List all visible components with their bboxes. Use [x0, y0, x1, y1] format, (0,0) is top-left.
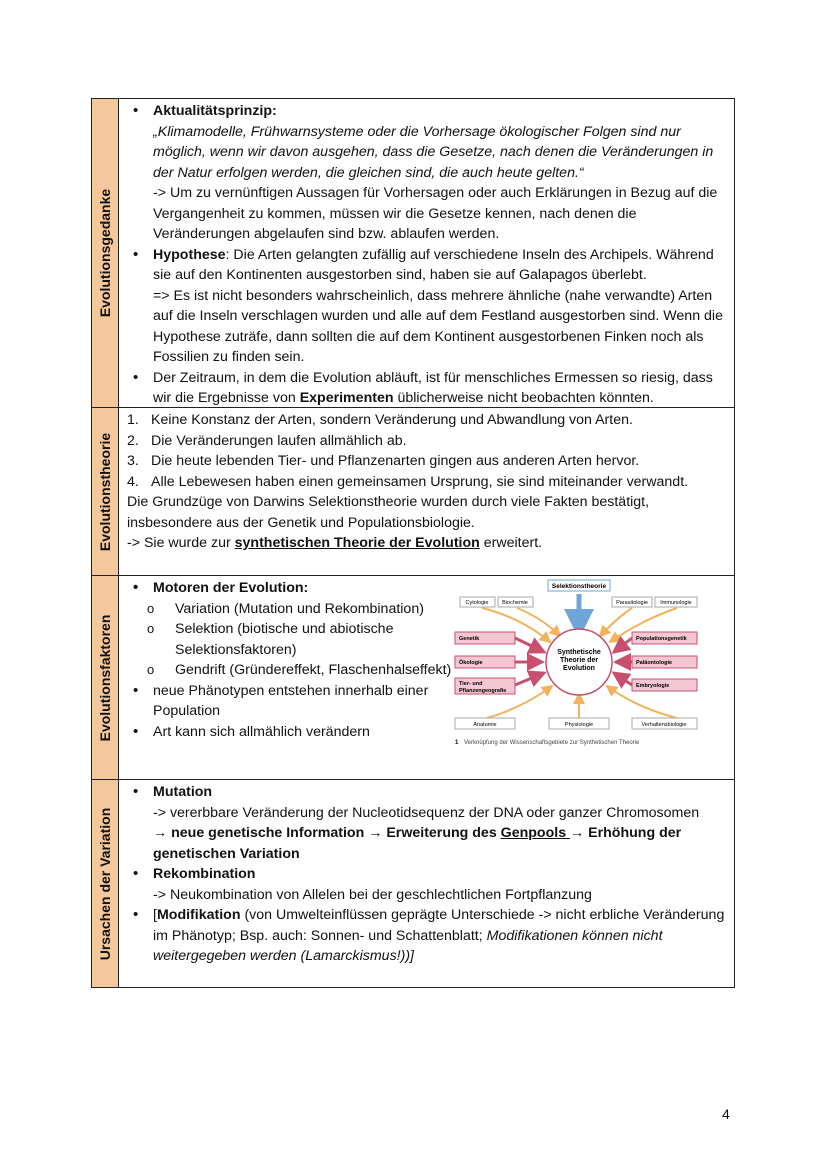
box-label: Populationsgenetik	[636, 636, 687, 642]
theorie-summary: Die Grundzüge von Darwins Selektionstheorie wurden durch viele Fakten bestätigt, insbesondere aus der Genetik und Populationsbiologie.	[127, 494, 650, 531]
motoren-title: • Motoren der Evolution:	[127, 578, 452, 599]
sub-item: o Gendrift (Gründereffekt, Flaschenhalseffekt)	[127, 660, 452, 681]
bullet-rekombination	[127, 864, 726, 905]
mutation-text: -> vererbbare Veränderung der Nucleotidsequenz der DNA oder ganzer Chromosomen	[153, 804, 700, 821]
bullet-zeitraum: • Der Zeitraum, in dem die Evolution abläuft, ist für menschliches Ermessen so riesig, dass wir die Ergebnisse von Experimenten üblicherweise nicht beobachten könnten.	[127, 368, 726, 409]
caption-number: 1	[455, 740, 459, 746]
list-item: 2. Die Veränderungen laufen allmählich ab.	[127, 432, 407, 449]
center-label: Synthetische	[557, 649, 601, 656]
diagram-svg	[452, 578, 714, 768]
bullet-mutation	[127, 782, 726, 864]
side-label: Ursachen der Variation	[92, 780, 119, 987]
sub-item: o Variation (Mutation und Rekombination)	[127, 599, 452, 620]
list-item: 3. Die heute lebenden Tier- und Pflanzenarten gingen aus anderen Arten hervor.	[127, 453, 640, 469]
center-label: Evolution	[563, 665, 595, 672]
list-item: 4. Alle Lebewesen haben einen gemeinsamen Ursprung, sie sind miteinander verwandt.	[127, 473, 689, 490]
aktualitaet-text: -> Um zu vernünftigen Aussagen für Vorhersagen oder auch Erklärungen in Bezug auf die Vergangenheit zu kommen, müssen wir die Gesetze kennen, nach denen die Veränderungen abgelaufen sind bzw. ablaufen werden.	[153, 185, 718, 242]
box-label: Selektionstheorie	[551, 583, 607, 590]
faktoren-text	[127, 578, 452, 777]
rekomb-title: • Rekombination	[153, 866, 256, 882]
side-label: Evolutionstheorie	[92, 408, 119, 575]
center-label: Theorie der	[559, 657, 599, 664]
row-evolutionstheorie	[92, 408, 734, 576]
diagram-caption: Verknüpfung der Wissenschaftsgebiete zur Synthetischen Theorie	[464, 740, 640, 746]
bullet-hypothese	[127, 245, 726, 368]
theorie-extension: -> Sie wurde zur synthetischen Theorie der Evolution erweitert.	[127, 535, 543, 551]
bullet-modifikation: • [Modifikation (von Umwelteinflüssen geprägte Unterschiede -> nicht erbliche Veränderung im Phänotyp; Bsp. auch: Sonnen- und Schattenblatt; Modifikationen können nicht weitergegeben werden (Lamarckismus!))]	[127, 905, 726, 967]
page-number: 4	[722, 1106, 730, 1122]
box-label: Anatomie	[473, 722, 497, 728]
row-evolutionsgedanke	[92, 99, 734, 408]
synthetic-theory-diagram	[452, 578, 726, 777]
bullet-art: • Art kann sich allmählich verändern	[127, 722, 452, 743]
content-table	[91, 98, 735, 988]
hypothese-title: Hypothese	[153, 246, 226, 263]
box-label: Embryologie	[636, 683, 670, 689]
row-content	[119, 576, 734, 779]
hypothese-text2: => Es ist nicht besonders wahrscheinlich, dass mehrere ähnliche (nahe verwandte) Arten auf die Inseln verschlagen wurden und alle auf dem Festland ausgestorben sind. Wenn die Hypothese zuträfe, dann sollten die auf dem Kontinent ausgestorbenen Finken noch als Fossilien zu finden sein.	[153, 287, 723, 365]
box-label: Pflanzengeografie	[459, 688, 507, 694]
aktualitaet-quote: „Klimamodelle, Frühwarnsysteme oder die Vorhersage ökologischer Folgen sind nur möglich, wenn wir davon ausgehen, dass die Gesetze, nach denen die Veränderungen in der Natur erfolgen werden, die gleichen sind, die auch heute gelten.“	[153, 123, 714, 181]
mutation-consequence: → neue genetische Information → Erweiterung des Genpools → Erhöhung der genetischen Variation	[153, 825, 682, 862]
box-label: Cytologie	[465, 600, 489, 606]
row-evolutionsfaktoren	[92, 576, 734, 780]
box-label: Tier- und	[459, 681, 483, 687]
box-label: Paläontologie	[636, 660, 673, 666]
box-label: Physiologie	[564, 722, 594, 728]
row-content	[119, 408, 734, 575]
bullet-aktualitaet	[127, 101, 726, 245]
box-label: Genetik	[459, 636, 480, 642]
rekomb-text: -> Neukombination von Allelen bei der geschlechtlichen Fortpflanzung	[153, 886, 592, 903]
box-label: Biochemie	[502, 600, 528, 606]
box-label: Immunologie	[660, 600, 692, 606]
mutation-title: • Mutation	[153, 784, 213, 800]
box-label: Verhaltensbiologie	[641, 722, 687, 728]
row-content	[119, 780, 734, 987]
box-label: Parasitologie	[616, 600, 648, 606]
aktualitaet-title: • Aktualitätsprinzip:	[153, 103, 277, 119]
sub-item: o Selektion (biotische und abiotische Selektionsfaktoren)	[127, 619, 452, 660]
side-label: Evolutionsfaktoren	[92, 576, 119, 779]
box-label: Ökologie	[459, 660, 483, 666]
hypothese-text: : Die Arten gelangten zufällig auf verschiedene Inseln des Archipels. Während sie auf den Kontinenten ausgestorben sind, haben sie auf Galapagos überlebt.	[153, 246, 714, 283]
bullet-phaenotypen: • neue Phänotypen entstehen innerhalb einer Population	[127, 681, 452, 722]
row-content	[119, 99, 734, 407]
row-ursachen-variation	[92, 780, 734, 987]
side-label: Evolutionsgedanke	[92, 99, 119, 407]
list-item: 1. Keine Konstanz der Arten, sondern Veränderung und Abwandlung von Arten.	[127, 412, 633, 428]
